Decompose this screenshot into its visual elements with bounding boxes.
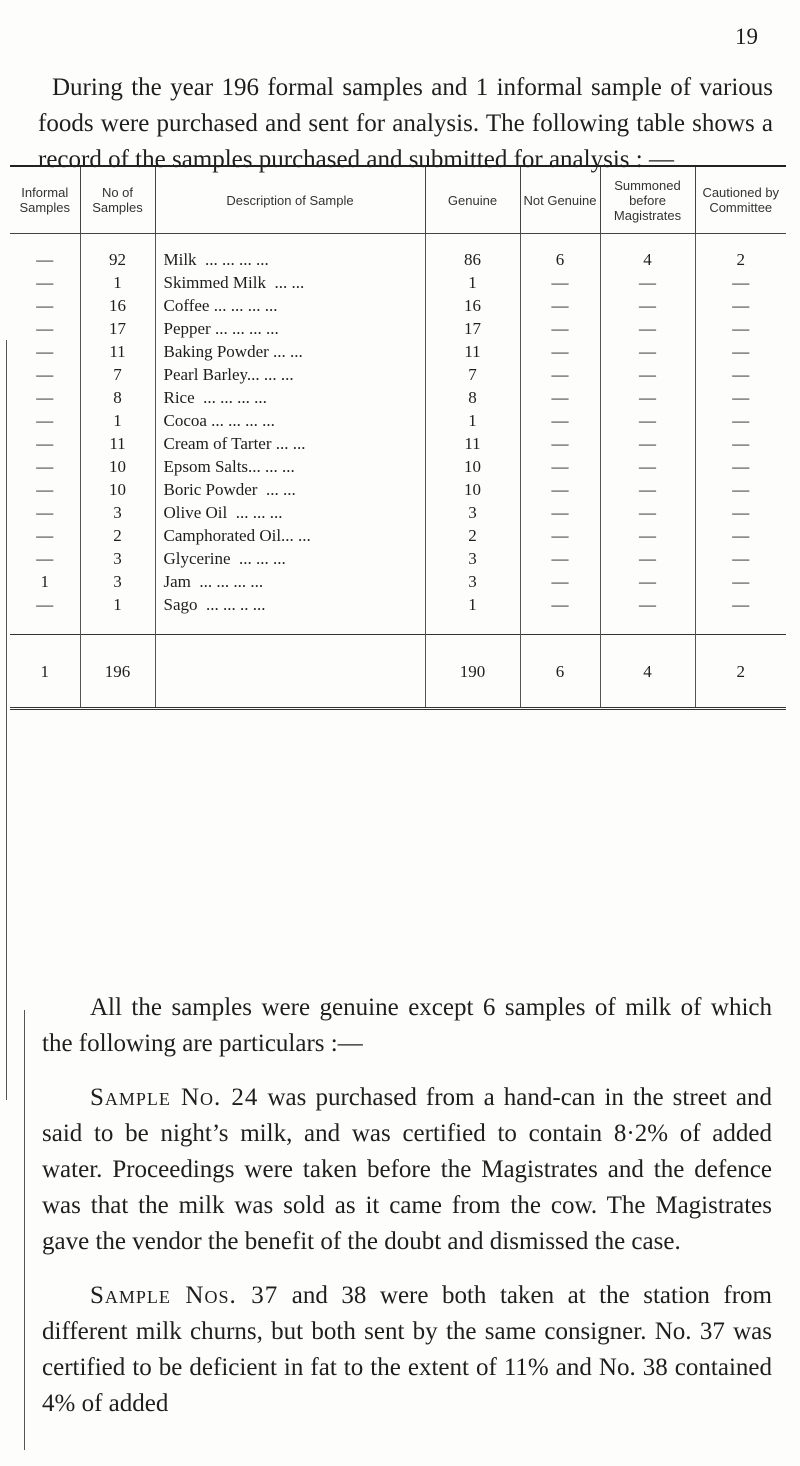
cell-cautioned: — bbox=[695, 501, 786, 524]
cell-genuine: 86 bbox=[425, 234, 520, 272]
cell-informal: — bbox=[36, 480, 54, 499]
cell-desc: Skimmed Milk ... ... bbox=[155, 271, 425, 294]
cell-desc: Baking Powder ... ... bbox=[155, 340, 425, 363]
cell-summoned: — bbox=[600, 294, 695, 317]
cell-genuine: 7 bbox=[425, 363, 520, 386]
cell-cautioned: — bbox=[695, 363, 786, 386]
sample-24-heading: Sample No. 24 bbox=[90, 1084, 259, 1111]
cell-informal: — bbox=[36, 342, 54, 361]
cell-not-genuine: — bbox=[520, 386, 600, 409]
cell-desc: Cocoa ... ... ... ... bbox=[155, 409, 425, 432]
header-summoned: Summoned before Magistrates bbox=[600, 166, 695, 234]
cell-summoned: 4 bbox=[600, 234, 695, 272]
header-no-of-samples: No of Samples bbox=[80, 166, 155, 234]
intro-line-2: sample of various foods were purchased and sent for bbox=[38, 74, 774, 137]
cell-summoned: — bbox=[600, 524, 695, 547]
cell-not-genuine: — bbox=[520, 317, 600, 340]
cell-desc: Boric Powder ... ... bbox=[155, 478, 425, 501]
cell-no: 1 bbox=[80, 593, 155, 635]
cell-desc: Cream of Tarter ... ... bbox=[155, 432, 425, 455]
sample-24-text: was purchased from a hand-can in the street and said to be night’s milk, and was certified to contain 8·2% of added water. Proceedings were taken before the Magistrates and the defence was that the milk was sold as it came from the cow. The Magistrates gave the vendor the benefit of the doubt and dismissed the case. bbox=[42, 1084, 772, 1255]
cell-informal: — bbox=[36, 457, 54, 476]
cell-genuine: 8 bbox=[425, 386, 520, 409]
header-genuine: Genuine bbox=[425, 166, 520, 234]
cell-genuine: 2 bbox=[425, 524, 520, 547]
cell-summoned: — bbox=[600, 271, 695, 294]
cell-no: 17 bbox=[80, 317, 155, 340]
table-row bbox=[10, 432, 786, 455]
cell-summoned: — bbox=[600, 455, 695, 478]
cell-genuine: 1 bbox=[425, 271, 520, 294]
cell-cautioned: — bbox=[695, 340, 786, 363]
cell-desc: Jam ... ... ... ... bbox=[155, 570, 425, 593]
header-description: Description of Sample bbox=[155, 166, 425, 234]
intro-line-4: purchased and submitted for analysis : — bbox=[258, 146, 674, 173]
cell-informal: — bbox=[36, 411, 54, 430]
samples-table bbox=[10, 165, 786, 710]
cell-informal: — bbox=[36, 250, 54, 269]
total-informal: 1 bbox=[10, 635, 80, 709]
scan-margin-line bbox=[24, 1010, 25, 1450]
cell-informal: — bbox=[36, 296, 54, 315]
cell-not-genuine: — bbox=[520, 294, 600, 317]
cell-not-genuine: — bbox=[520, 593, 600, 635]
cell-desc: Glycerine ... ... ... bbox=[155, 547, 425, 570]
cell-desc: Pearl Barley... ... ... bbox=[155, 363, 425, 386]
cell-summoned: — bbox=[600, 547, 695, 570]
cell-informal: — bbox=[36, 503, 54, 522]
cell-no: 1 bbox=[80, 271, 155, 294]
cell-cautioned: — bbox=[695, 524, 786, 547]
cell-summoned: — bbox=[600, 386, 695, 409]
page-number: 19 bbox=[735, 24, 758, 49]
cell-not-genuine: — bbox=[520, 363, 600, 386]
header-informal-samples: Informal Samples bbox=[10, 166, 80, 234]
cell-no: 1 bbox=[80, 409, 155, 432]
table-row bbox=[10, 501, 786, 524]
cell-informal: — bbox=[36, 388, 54, 407]
cell-genuine: 3 bbox=[425, 501, 520, 524]
cell-genuine: 10 bbox=[425, 478, 520, 501]
cell-cautioned: — bbox=[695, 317, 786, 340]
cell-no: 7 bbox=[80, 363, 155, 386]
table-row bbox=[10, 340, 786, 363]
body-text bbox=[42, 990, 772, 1440]
cell-genuine: 16 bbox=[425, 294, 520, 317]
cell-genuine: 1 bbox=[425, 409, 520, 432]
cell-desc: Epsom Salts... ... ... bbox=[155, 455, 425, 478]
cell-no: 8 bbox=[80, 386, 155, 409]
cell-not-genuine: — bbox=[520, 547, 600, 570]
cell-desc: Olive Oil ... ... ... bbox=[155, 501, 425, 524]
cell-no: 3 bbox=[80, 570, 155, 593]
cell-cautioned: — bbox=[695, 547, 786, 570]
cell-genuine: 17 bbox=[425, 317, 520, 340]
total-summoned: 4 bbox=[600, 635, 695, 709]
cell-cautioned: — bbox=[695, 432, 786, 455]
cell-no: 92 bbox=[80, 234, 155, 272]
cell-not-genuine: — bbox=[520, 432, 600, 455]
cell-genuine: 3 bbox=[425, 570, 520, 593]
cell-informal: — bbox=[36, 595, 54, 614]
intro-line-3: analysis. The following table shows a record of the samples bbox=[38, 110, 773, 173]
cell-genuine: 1 bbox=[425, 593, 520, 635]
cell-summoned: — bbox=[600, 501, 695, 524]
table-body bbox=[10, 234, 786, 635]
total-no: 196 bbox=[80, 635, 155, 709]
cell-summoned: — bbox=[600, 593, 695, 635]
cell-desc: Rice ... ... ... ... bbox=[155, 386, 425, 409]
cell-no: 2 bbox=[80, 524, 155, 547]
table-header-row bbox=[10, 166, 786, 234]
table-row bbox=[10, 455, 786, 478]
cell-informal: — bbox=[36, 273, 54, 292]
cell-cautioned: — bbox=[695, 294, 786, 317]
total-cautioned: 2 bbox=[695, 635, 786, 709]
cell-cautioned: — bbox=[695, 409, 786, 432]
cell-no: 3 bbox=[80, 547, 155, 570]
cell-no: 16 bbox=[80, 294, 155, 317]
samples-37-38-text: and 38 were both taken at the station from different milk churns, but both sent by the same consigner. No. 37 was certified to be deficient in fat to the extent of 11% and No. 38 contained 4% of added bbox=[42, 1282, 772, 1417]
cell-informal: — bbox=[36, 319, 54, 338]
cell-desc: Pepper ... ... ... ... bbox=[155, 317, 425, 340]
paragraph-sample-24 bbox=[42, 1080, 772, 1260]
cell-cautioned: — bbox=[695, 271, 786, 294]
table-row bbox=[10, 363, 786, 386]
cell-no: 11 bbox=[80, 432, 155, 455]
cell-summoned: — bbox=[600, 317, 695, 340]
cell-cautioned: — bbox=[695, 386, 786, 409]
table-row bbox=[10, 547, 786, 570]
cell-genuine: 11 bbox=[425, 432, 520, 455]
cell-desc: Camphorated Oil... ... bbox=[155, 524, 425, 547]
table-row bbox=[10, 524, 786, 547]
scan-margin-line bbox=[6, 340, 7, 1100]
cell-no: 10 bbox=[80, 478, 155, 501]
total-desc bbox=[155, 635, 425, 709]
cell-informal: — bbox=[36, 549, 54, 568]
header-cautioned: Cautioned by Committee bbox=[695, 166, 786, 234]
table-row bbox=[10, 317, 786, 340]
total-genuine: 190 bbox=[425, 635, 520, 709]
cell-not-genuine: — bbox=[520, 501, 600, 524]
cell-not-genuine: — bbox=[520, 271, 600, 294]
cell-no: 11 bbox=[80, 340, 155, 363]
cell-not-genuine: — bbox=[520, 455, 600, 478]
cell-summoned: — bbox=[600, 478, 695, 501]
cell-summoned: — bbox=[600, 432, 695, 455]
table-row bbox=[10, 294, 786, 317]
table-total-row bbox=[10, 635, 786, 709]
cell-not-genuine: — bbox=[520, 478, 600, 501]
cell-informal: — bbox=[36, 526, 54, 545]
cell-no: 10 bbox=[80, 455, 155, 478]
cell-genuine: 3 bbox=[425, 547, 520, 570]
cell-not-genuine: 6 bbox=[520, 234, 600, 272]
cell-desc: Sago ... ... .. ... bbox=[155, 593, 425, 635]
cell-not-genuine: — bbox=[520, 570, 600, 593]
header-not-genuine: Not Genuine bbox=[520, 166, 600, 234]
cell-genuine: 10 bbox=[425, 455, 520, 478]
total-not-genuine: 6 bbox=[520, 635, 600, 709]
cell-summoned: — bbox=[600, 340, 695, 363]
cell-cautioned: — bbox=[695, 593, 786, 635]
cell-informal: — bbox=[36, 434, 54, 453]
cell-cautioned: — bbox=[695, 478, 786, 501]
cell-cautioned: — bbox=[695, 570, 786, 593]
table-row bbox=[10, 478, 786, 501]
intro-line-1: During the year 196 formal samples and 1 informal bbox=[52, 74, 583, 101]
paragraph-summary: All the samples were genuine except 6 samples of milk of which the following are particulars :— bbox=[42, 994, 772, 1057]
table-row bbox=[10, 570, 786, 593]
cell-summoned: — bbox=[600, 570, 695, 593]
table-row bbox=[10, 593, 786, 635]
cell-no: 3 bbox=[80, 501, 155, 524]
samples-37-38-heading: Sample Nos. 37 bbox=[90, 1282, 279, 1309]
table-row bbox=[10, 271, 786, 294]
cell-summoned: — bbox=[600, 409, 695, 432]
cell-summoned: — bbox=[600, 363, 695, 386]
cell-informal: 1 bbox=[40, 572, 49, 591]
cell-desc: Milk ... ... ... ... bbox=[155, 234, 425, 272]
cell-informal: — bbox=[36, 365, 54, 384]
cell-genuine: 11 bbox=[425, 340, 520, 363]
cell-cautioned: — bbox=[695, 455, 786, 478]
cell-not-genuine: — bbox=[520, 340, 600, 363]
intro-paragraph bbox=[38, 70, 773, 178]
cell-not-genuine: — bbox=[520, 409, 600, 432]
cell-desc: Coffee ... ... ... ... bbox=[155, 294, 425, 317]
table-row bbox=[10, 386, 786, 409]
cell-not-genuine: — bbox=[520, 524, 600, 547]
table-row bbox=[10, 234, 786, 272]
table-row bbox=[10, 409, 786, 432]
cell-cautioned: 2 bbox=[695, 234, 786, 272]
paragraph-samples-37-38 bbox=[42, 1278, 772, 1422]
